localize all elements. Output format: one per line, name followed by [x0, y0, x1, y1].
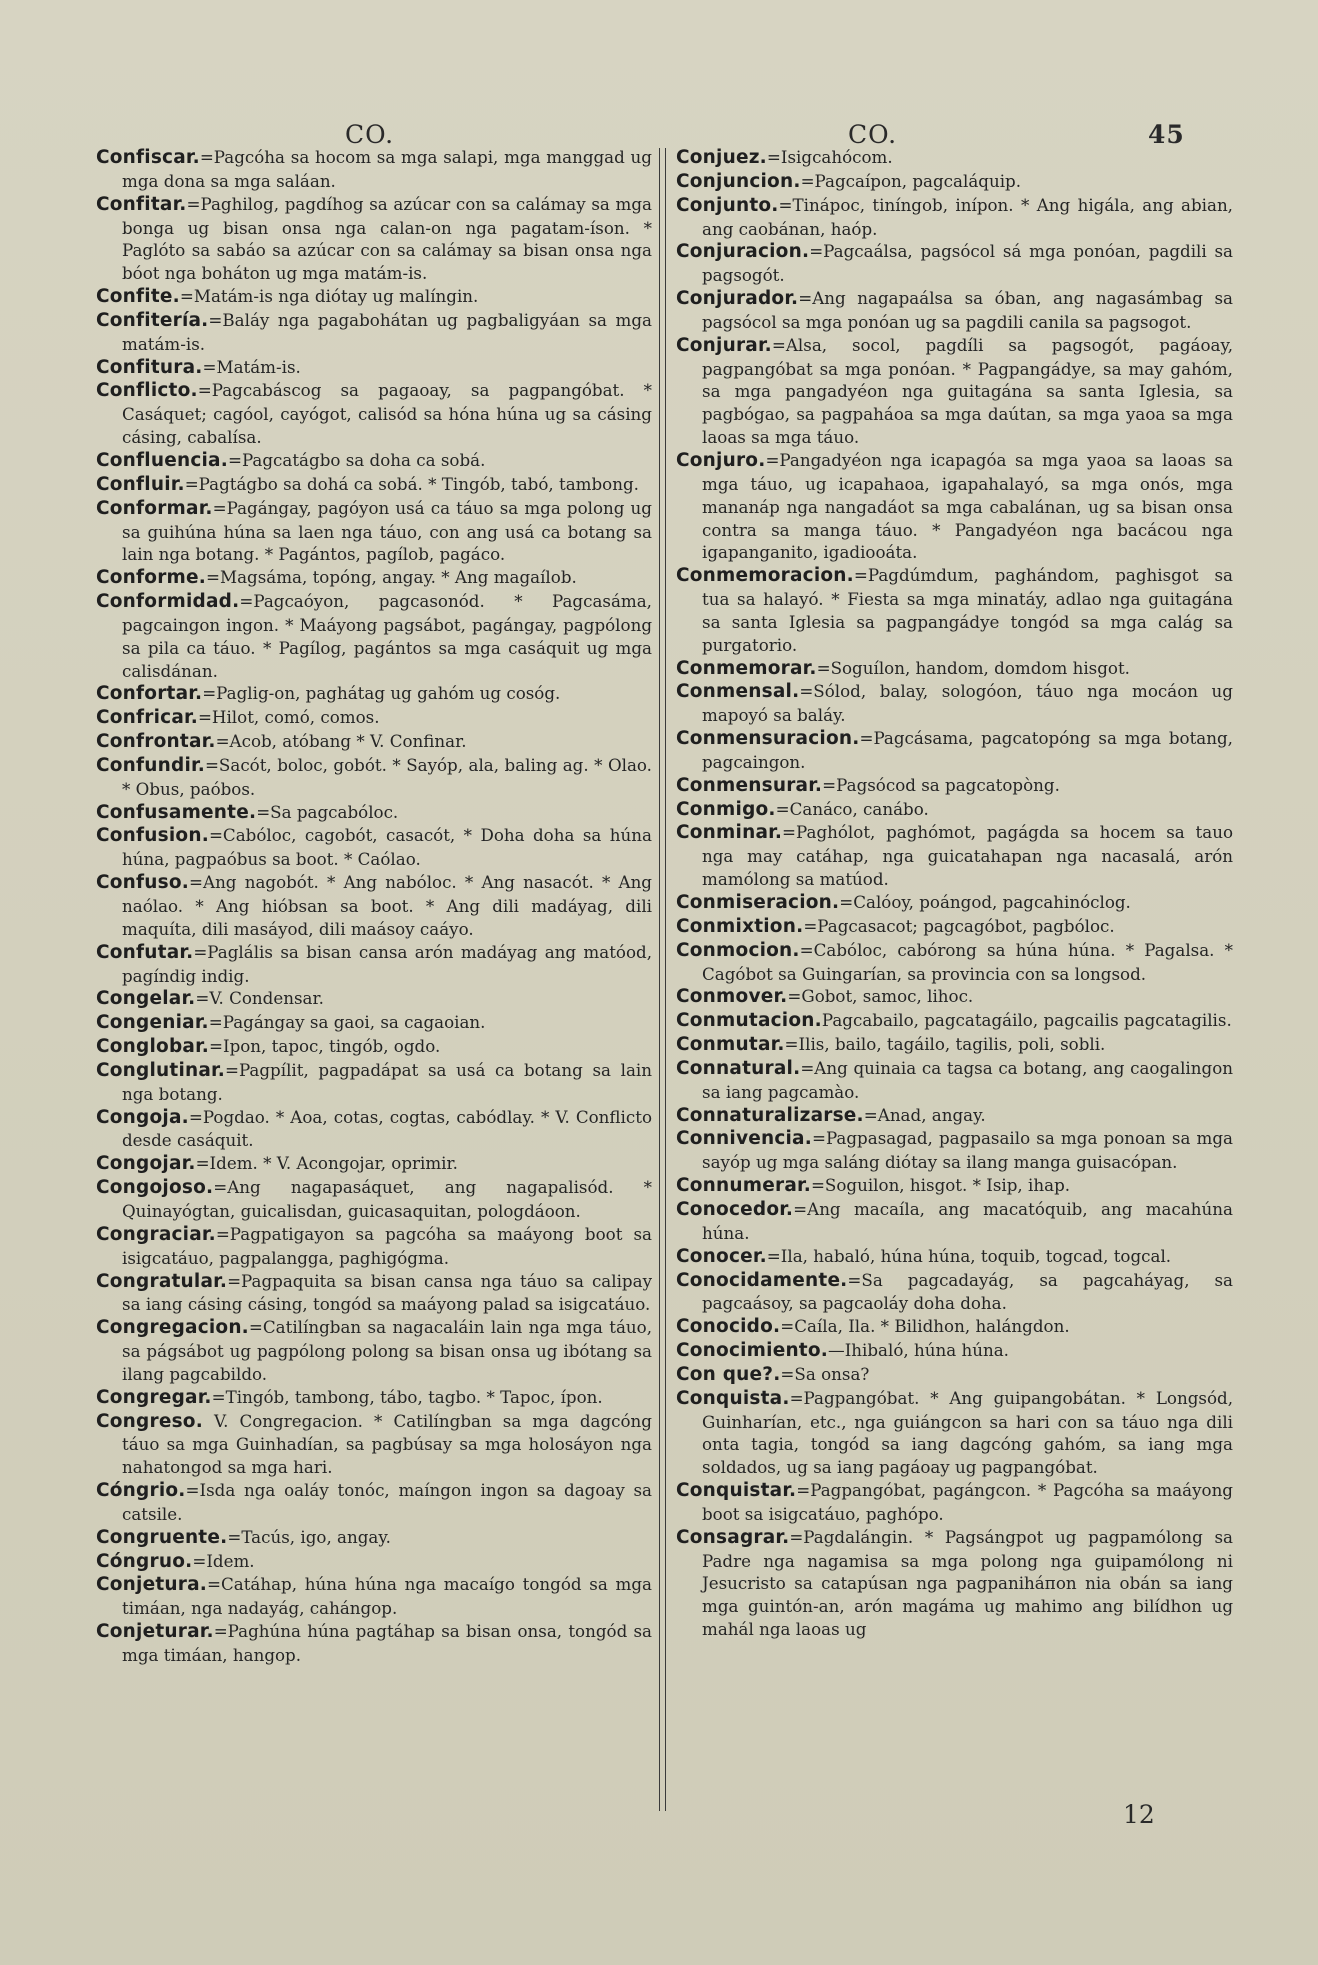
entry-definition: =Pagcásama, pagcatopóng sa mga botang, pagcaingon.	[702, 728, 1233, 772]
dictionary-entry	[676, 287, 1233, 334]
entry-headword: Conjeturar.	[96, 1621, 214, 1643]
entry-definition: =Paghilog, pagdíhog sa azúcar con sa calámay sa mga bonga ug bisan onsa nga calan-on nga pagatam-íson. * Paglóto sa sabáo sa azúcar con sa calámay sa bisan onsa nga bóot nga boháton ug mga matám-is.	[122, 193, 652, 284]
entry-headword: Confrontar.	[96, 731, 216, 753]
entry-headword: Conjurar.	[676, 334, 772, 356]
entry-definition: =Pagcaóyon, pagcasonód. * Pagcasáma, pagcaingon ingon. * Maáyong pagsábot, pagángay, pagpólong sa pila ca táuo. * Pagílog, pagántos sa mga casáquit ug mga calisdánan.	[122, 591, 652, 681]
entry-headword: Conmensal.	[676, 681, 800, 703]
dictionary-entry	[96, 941, 652, 988]
entry-headword: Conmutacion.	[676, 1010, 822, 1032]
entry-headword: Conjunto.	[676, 194, 779, 216]
dictionary-entry	[96, 1526, 652, 1550]
dictionary-entry	[676, 1387, 1233, 1479]
entry-headword: Congraciar.	[96, 1223, 216, 1245]
dictionary-entry	[676, 915, 1233, 939]
entry-headword: Confuso.	[96, 872, 190, 894]
entry-headword: Conjuncion.	[676, 170, 801, 192]
entry-headword: Confusamente.	[96, 801, 257, 823]
entry-definition: =Ilis, bailo, tagáilo, tagilis, poli, sobli.	[784, 1034, 1106, 1055]
entry-headword: Confricar.	[96, 707, 198, 729]
entry-definition: V. Congregacion. * Catilíngban sa mga dagcóng táuo sa mga Guinhadían, sa pagbúsay sa mga holosáyon nga nahatongod sa mga hari.	[122, 1410, 652, 1478]
dictionary-entry	[96, 309, 652, 356]
entry-headword: Conjurador.	[676, 288, 799, 310]
entry-headword: Conmemoracion.	[676, 565, 854, 587]
entry-headword: Conocidamente.	[676, 1269, 848, 1291]
entry-definition: =Pagcasacot; pagcagóbot, pagbóloc.	[803, 915, 1115, 936]
dictionary-entry	[96, 1479, 652, 1526]
dictionary-entry	[676, 680, 1233, 727]
entry-headword: Conocedor.	[676, 1198, 794, 1220]
entry-headword: Confundir.	[96, 754, 205, 776]
entry-headword: Conmiseracion.	[676, 892, 840, 913]
entry-definition: =Pagcaálsa, pagsócol sá mga ponóan, pagdili sa pagsogót.	[702, 241, 1233, 286]
entry-definition: =Anad, angay.	[863, 1104, 986, 1125]
entry-headword: Conmocion.	[676, 939, 800, 961]
entry-definition: =Ang macaíla, ang macatóquib, ang macahúna húna.	[702, 1198, 1233, 1243]
entry-headword: Congregar.	[96, 1386, 212, 1408]
dictionary-entry	[676, 564, 1233, 656]
dictionary-entry	[676, 891, 1233, 915]
entry-headword: Confortar.	[96, 683, 203, 705]
left-column-title: CO.	[345, 120, 395, 149]
dictionary-entry	[676, 449, 1233, 564]
dictionary-entry	[96, 356, 652, 380]
entry-headword: Cóngruo.	[96, 1550, 193, 1572]
signature-mark: 12	[1123, 1800, 1155, 1829]
dictionary-entry	[96, 497, 652, 567]
dictionary-entry	[96, 1035, 652, 1059]
left-column	[96, 146, 652, 1667]
dictionary-entry	[676, 1033, 1233, 1057]
entry-definition: =Pagdúmdum, paghándom, paghisgot sa tua sa halayó. * Fiesta sa mga minatáy, adlao nga guitagána sa santa Iglesia sa pagpangádye tongód sa mga calág sa purgatorio.	[702, 565, 1233, 655]
dictionary-entry	[676, 1127, 1233, 1174]
entry-definition: =Ila, habaló, húna húna, toquib, togcad, togcal.	[766, 1245, 1172, 1266]
dictionary-entry	[676, 1198, 1233, 1245]
entry-headword: Conforme.	[96, 567, 206, 589]
dictionary-entry	[676, 194, 1233, 241]
entry-definition: =Acob, atóbang * V. Confinar.	[215, 731, 467, 752]
dictionary-entry	[96, 824, 652, 871]
entry-definition: =Pagcaípon, pagcaláquip.	[800, 170, 1022, 191]
entry-definition: =Pagángay sa gaoi, sa cagaoian.	[208, 1012, 486, 1033]
dictionary-entry	[676, 727, 1233, 774]
entry-headword: Connivencia.	[676, 1128, 812, 1150]
entry-headword: Congruente.	[96, 1526, 228, 1548]
dictionary-entry	[96, 706, 652, 730]
dictionary-entry	[96, 379, 652, 449]
entry-headword: Congoja.	[96, 1106, 189, 1128]
entry-definition: =Isigcahócom.	[766, 147, 893, 167]
entry-definition: =Idem.	[192, 1550, 255, 1571]
entry-headword: Conmemorar.	[676, 657, 817, 679]
entry-headword: Connatural.	[676, 1057, 801, 1079]
entry-headword: Conmutar.	[676, 1034, 785, 1056]
dictionary-entry	[96, 730, 652, 754]
entry-headword: Confite.	[96, 286, 180, 308]
entry-headword: Conocimiento.	[676, 1340, 828, 1362]
dictionary-entry	[676, 1526, 1233, 1641]
entry-headword: Confiscar.	[96, 147, 200, 168]
entry-definition: =Ipon, tapoc, tingób, ogdo.	[209, 1036, 441, 1057]
dictionary-entry	[96, 1011, 652, 1035]
entry-definition: =Baláy nga pagabohátan ug pagbaligyáan sa mga matám-is.	[122, 309, 652, 354]
entry-definition: =Cabóloc, cagobót, casacót, * Doha doha sa húna húna, pagpaóbus sa boot. * Caólao.	[122, 825, 652, 870]
entry-headword: Confitería.	[96, 309, 209, 331]
entry-definition: =Pagtágbo sa dohá ca sobá. * Tingób, tabó, tambong.	[184, 473, 639, 494]
dictionary-entry	[676, 334, 1233, 449]
entry-headword: Confusion.	[96, 825, 209, 847]
entry-headword: Congelar.	[96, 988, 196, 1010]
dictionary-entry	[96, 682, 652, 706]
entry-headword: Confutar.	[96, 941, 194, 963]
entry-definition: =Matám-is nga diótay ug malíngin.	[179, 286, 479, 307]
dictionary-entry	[676, 1363, 1233, 1387]
entry-definition: =Pagpasagad, pagpasailo sa mga ponoan sa mga sayóp ug mga saláng diótay sa ilang manga guisacópan.	[702, 1128, 1233, 1173]
dictionary-entry	[96, 1620, 652, 1667]
entry-headword: Consagrar.	[676, 1526, 790, 1548]
entry-definition: =Paglig-on, paghátag ug gahóm ug cosóg.	[202, 683, 561, 704]
dictionary-entry	[96, 590, 652, 682]
entry-definition: =Caíla, Ila. * Bilidhon, halángdon.	[780, 1316, 1070, 1337]
dictionary-entry	[96, 1316, 652, 1386]
entry-definition: =Pagdalángin. * Pagsángpot ug pagpamólong sa Padre nga nagamisa sa mga polong nga guipamólong ni Jesucristo sa catapúsan nga pagpaniháпon nia obán sa iang mga guintón-an, arón magáma ug mahimo ang bilídhon ug mahál nga laoas ug	[702, 1526, 1233, 1640]
entry-definition: =Tacús, igo, angay.	[227, 1526, 391, 1547]
dictionary-entry	[96, 146, 652, 193]
entry-headword: Conjuro.	[676, 449, 766, 471]
entry-definition: =Tinápoc, tiníngob, inípon. * Ang higála, ang abian, ang caobánan, haóp.	[702, 194, 1233, 239]
dictionary-entry	[96, 1176, 652, 1223]
entry-definition: =Sa pagcabóloc.	[256, 801, 399, 822]
entry-definition: =Tingób, tambong, tábo, tagbo. * Tapoc, ípon.	[211, 1386, 603, 1407]
entry-definition: =Gobot, samoc, lihoc.	[787, 986, 974, 1007]
dictionary-entry	[96, 566, 652, 590]
entry-definition: =Pagcóha sa hocom sa mga salapi, mga manggad ug mga dona sa mga saláan.	[122, 147, 652, 191]
entry-definition: =Ang nagobót. * Ang nabóloc. * Ang nasacót. * Ang naólao. * Ang hióbsan sa boot. * Ang dili madáyag, dili maquíta, dili masáyod, dili maásoy caáyo.	[122, 872, 652, 939]
entry-definition: =Pagpaquita sa bisan cansa nga táuo sa calipay sa iang cásing cásing, tongód sa maáyong palad sa isigcatáuo.	[122, 1270, 652, 1315]
entry-headword: Conminar.	[676, 822, 783, 844]
dictionary-entry	[676, 240, 1233, 287]
entry-definition: =Cabóloc, cabórong sa húna húna. * Pagalsa. * Cagóbot sa Guingarían, sa provincia con sa longsod.	[702, 939, 1233, 984]
entry-headword: Congratular.	[96, 1270, 228, 1292]
right-column	[676, 146, 1233, 1641]
dictionary-entry	[96, 1550, 652, 1574]
entry-headword: Confluir.	[96, 473, 185, 495]
entry-definition: =Matám-is.	[202, 356, 301, 377]
dictionary-entry	[96, 754, 652, 801]
dictionary-entry	[96, 1270, 652, 1317]
entry-definition: =Idem. * V. Acongojar, oprimir.	[195, 1153, 458, 1174]
entry-definition: =Paghólot, paghómot, pagágda sa hocem sa tauo nga may catáhap, nga guicatahapan nga nacasalá, arón mamólong sa matúod.	[702, 822, 1233, 890]
dictionary-entry	[96, 1410, 652, 1480]
entry-definition: =Calóoy, poángod, pagcahinóclog.	[839, 892, 1131, 912]
dictionary-entry	[676, 1104, 1233, 1128]
entry-headword: Congregacion.	[96, 1317, 249, 1339]
entry-headword: Connaturalizarse.	[676, 1104, 864, 1126]
entry-definition: =Pagángay, pagóyon usá ca táuo sa mga polong ug sa guihúna húna sa laen nga táuo, con ang usá ca botang sa lain nga botang. * Pagántos, pagílob, pagáco.	[122, 497, 652, 565]
entry-headword: Conglobar.	[96, 1036, 209, 1058]
entry-definition: =Ang nagapasáquet, ang nagapalisód. * Quinayógtan, guicalisdan, guicasaquitan, pologdáoon.	[122, 1177, 652, 1221]
entry-headword: Congojar.	[96, 1153, 196, 1175]
entry-definition: =Paghúna húna pagtáhap sa bisan onsa, tongód sa mga timáan, hangop.	[122, 1621, 652, 1665]
entry-headword: Con que?.	[676, 1363, 781, 1385]
entry-definition: =Pagpangóbat. * Ang guipangobátan. * Longsód, Guinharían, etc., nga guiángcon sa hari con sa táuo nga dili onta tagia, tongód sa iang dagcóng gahóm, sa iang mga soldados, ug sa iang pagáoay ug pagpangóbat.	[702, 1387, 1233, 1478]
dictionary-entry	[676, 821, 1233, 891]
entry-headword: Congojoso.	[96, 1177, 214, 1199]
dictionary-entry	[96, 285, 652, 309]
entry-definition: =Pogdao. * Aoa, cotas, cogtas, cabódlay. * V. Conflicto desde casáquit.	[122, 1106, 652, 1151]
entry-headword: Conjuez.	[676, 147, 767, 168]
dictionary-entry	[96, 1106, 652, 1153]
dictionary-entry	[96, 801, 652, 825]
entry-definition: =Pagpatigayon sa pagcóha sa maáyong boot sa isigcatáuo, pagpalangga, paghigógma.	[122, 1223, 652, 1268]
entry-definition: =Magsáma, topóng, angay. * Ang magaílob.	[206, 567, 577, 588]
entry-definition: =Ang nagapaálsa sa óban, ang nagasámbag sa pagsócol sa mga ponóan ug sa pagdili canila sa pagsogot.	[702, 288, 1233, 332]
page-number: 45	[1148, 120, 1185, 149]
entry-headword: Confitura.	[96, 356, 203, 378]
entry-headword: Conmigo.	[676, 798, 776, 820]
entry-headword: Confitar.	[96, 193, 187, 215]
dictionary-entry	[676, 1057, 1233, 1104]
right-column-title: CO.	[848, 120, 898, 149]
entry-headword: Conjuracion.	[676, 241, 810, 263]
entry-headword: Conjetura.	[96, 1574, 207, 1596]
entry-headword: Conquistar.	[676, 1480, 797, 1502]
entry-headword: Conmensuracion.	[676, 728, 860, 750]
dictionary-entry	[676, 657, 1233, 681]
entry-definition: =Pagcabáscog sa pagaoay, sa pagpangóbat. * Casáquet; cagóol, cayógot, calisód sa hóna húna ug sa cásing cásing, cabalísa.	[122, 380, 652, 448]
entry-headword: Conmixtion.	[676, 915, 804, 937]
entry-definition: =Isda nga oaláy tonóc, maíngon ingon sa dagoay sa catsile.	[122, 1480, 652, 1524]
entry-definition: =Hilot, comó, comos.	[197, 707, 380, 728]
entry-definition: =Catáhap, húna húna nga macaígo tongód sa mga timáan, nga nadayág, cahángop.	[122, 1574, 652, 1619]
dictionary-entry	[96, 473, 652, 497]
dictionary-entry	[96, 193, 652, 285]
dictionary-entry	[676, 1315, 1233, 1339]
dictionary-entry	[96, 449, 652, 473]
entry-definition: =Canáco, canábo.	[775, 798, 929, 819]
entry-definition: Pagcabailo, pagcatagáilo, pagcailis pagcatagilis.	[821, 1010, 1232, 1031]
entry-definition: =Ang quinaia ca tagsa ca botang, ang caogalingon sa iang pagcamào.	[702, 1057, 1233, 1102]
dictionary-entry	[96, 1386, 652, 1410]
dictionary-entry	[96, 987, 652, 1011]
dictionary-entry	[676, 1245, 1233, 1269]
entry-definition: =V. Condensar.	[195, 988, 324, 1009]
dictionary-entry	[96, 1223, 652, 1270]
entry-definition: =Sacót, boloc, gobót. * Sayóp, ala, baling ag. * Olao. * Obus, paóbos.	[122, 754, 652, 799]
entry-headword: Conquista.	[676, 1387, 790, 1409]
dictionary-entry	[96, 871, 652, 941]
dictionary-entry	[676, 146, 1233, 170]
entry-definition: =Paglális sa bisan cansa arón madáyag ang matóod, pagíndig indig.	[122, 941, 652, 986]
entry-definition: =Soguilon, hisgot. * Isip, ihap.	[810, 1175, 1071, 1196]
dictionary-entry	[676, 798, 1233, 822]
entry-definition: —Ihibaló, húna húna.	[828, 1340, 1009, 1361]
dictionary-entry	[676, 1339, 1233, 1363]
dictionary-entry	[676, 774, 1233, 798]
dictionary-entry	[676, 1174, 1233, 1198]
entry-definition: =Sólod, balay, sologóon, táuo nga mocáon ug mapoyó sa baláy.	[702, 681, 1233, 726]
entry-headword: Connumerar.	[676, 1175, 811, 1197]
entry-definition: =Catilíngban sa nagacaláin lain nga mga táuo, sa págsábot ug pagpólong polong sa bisan onsa ug ibótang sa ilang pagcabildo.	[122, 1317, 652, 1384]
entry-headword: Cóngrio.	[96, 1480, 186, 1502]
entry-definition: =Pagpílit, pagpadápat sa usá ca botang sa lain nga botang.	[122, 1059, 652, 1104]
entry-headword: Congreso.	[96, 1410, 203, 1432]
entry-definition: =Pagsócod sa pagcatopòng.	[822, 774, 1060, 795]
entry-headword: Confluencia.	[96, 449, 228, 471]
entry-definition: =Sa onsa?	[780, 1363, 870, 1384]
dictionary-entry	[96, 1573, 652, 1620]
dictionary-entry	[676, 985, 1233, 1009]
entry-headword: Conmover.	[676, 986, 788, 1008]
entry-headword: Conflicto.	[96, 380, 198, 402]
entry-headword: Conocido.	[676, 1316, 781, 1338]
entry-definition: =Pagcatágbo sa doha ca sobá.	[227, 449, 486, 470]
dictionary-entry	[676, 939, 1233, 986]
entry-headword: Conglutinar.	[96, 1059, 225, 1081]
entry-definition: =Pagpangóbat, pagángcon. * Pagcóha sa maáyong boot sa isigcatáuo, paghópo.	[702, 1480, 1233, 1524]
dictionary-entry	[676, 1479, 1233, 1526]
entry-headword: Conformidad.	[96, 591, 240, 613]
dictionary-entry	[676, 1269, 1233, 1316]
column-divider	[659, 148, 666, 1811]
entry-definition: =Sa pagcadayág, sa pagcaháyag, sa pagcaásoy, sa pagcaoláy doha doha.	[702, 1269, 1233, 1314]
dictionary-entry	[96, 1059, 652, 1106]
dictionary-entry	[96, 1152, 652, 1176]
dictionary-entry	[676, 1009, 1233, 1033]
entry-headword: Conmensurar.	[676, 774, 823, 796]
entry-headword: Conocer.	[676, 1245, 767, 1267]
entry-definition: =Pangadyéon nga icapagóa sa mga yaoa sa laoas sa mga táuo, ug icapahaoa, igapahalayó, sa mga onós, mga mananáp nga nangadáot sa mga cabalánan, ug sa bisan onsa contra sa manga táuo. * Pangadyéon nga bacácou nga igapanganito, igadiooáta.	[702, 449, 1233, 563]
entry-headword: Conformar.	[96, 497, 213, 519]
entry-definition: =Soguílon, handom, domdom hisgot.	[816, 657, 1130, 678]
dictionary-entry	[676, 170, 1233, 194]
entry-definition: =Alsa, socol, pagdíli sa pagsogót, pagáoay, pagpangóbat sa mga ponóan. * Pagpangádye, sa may gahóm, sa mga pangadyéon nga guitagána sa santa Iglesia, sa pagbógao, sa pagpaháoa sa mga daútan, sa mga yaoa sa mga laoas sa mga táuo.	[702, 334, 1233, 448]
entry-headword: Congeniar.	[96, 1012, 209, 1034]
